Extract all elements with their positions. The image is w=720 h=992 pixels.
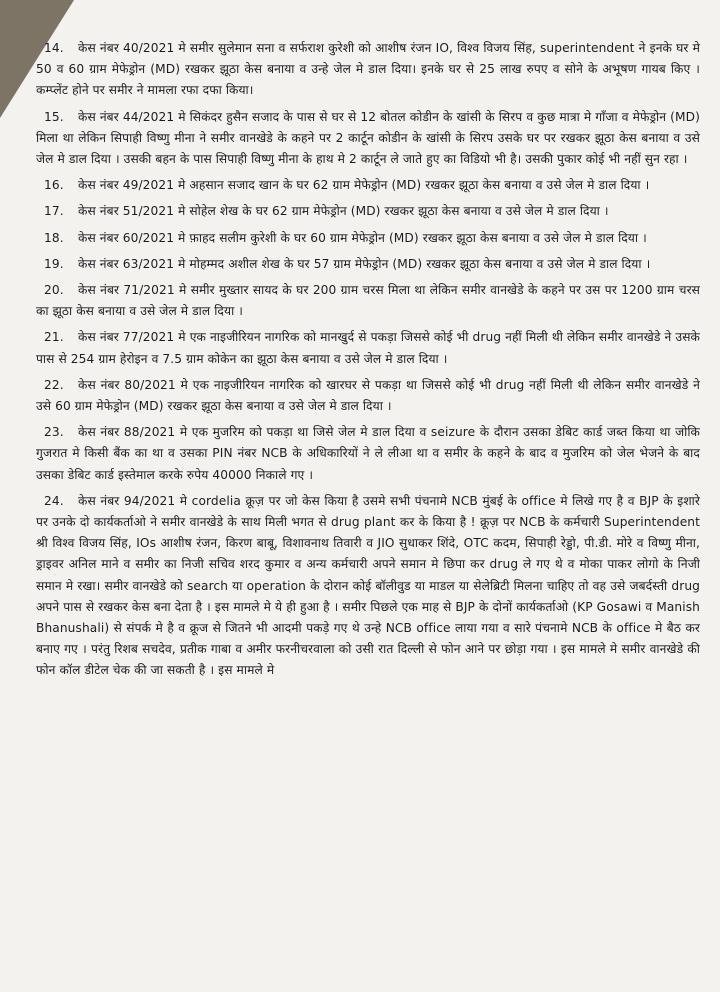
list-item	[36, 201, 700, 222]
item-text: केस नंबर 71/2021 मे समीर मुख्तार सायद के घर 200 ग्राम चरस मिला था लेकिन समीर वानखेडे के कहने पर उस पर 1200 ग्राम चरस का झूठा केस बनाया व उसे जेल मे डाल दिया ।	[36, 283, 700, 319]
item-number: 23.	[44, 425, 64, 440]
item-text: केस नंबर 44/2021 मे सिकंदर हुसैन सजाद के पास से घर से 12 बोतल कोडीन के खांसी के सिरप व कुछ मात्रा मे गाँजा व मेफेड्रोन (MD) मिला था लेकिन सिपाही विष्णु मीना ने समीर वानखेडे के कहने पर 2 कार्टून कोडीन के खांसी के सिरप उसके घर पर रखकर झूठा केस बनाया व उसे जेल मे डाल दिया । उसकी बहन के पास सिपाही विष्णु मीना के हाथ मे 2 कार्टून ले जाते हुए का विडियो भी है। उसकी पुकार कोई भी नहीं सुन रहा ।	[36, 109, 700, 167]
list-item	[36, 38, 700, 102]
item-number: 24.	[44, 493, 64, 508]
item-text: केस नंबर 49/2021 मे अहसान सजाद खान के घर 62 ग्राम मेफेड्रोन (MD) रखकर झूठा केस बनाया व उसे जेल मे डाल दिया ।	[78, 178, 650, 193]
item-number: 15.	[44, 109, 64, 124]
list-item	[36, 375, 700, 417]
item-number: 18.	[44, 230, 64, 245]
item-number: 19.	[44, 256, 64, 271]
document-body	[36, 38, 700, 687]
list-item	[36, 254, 700, 275]
item-text: केस नंबर 88/2021 मे एक मुजरिम को पकड़ा था जिसे जेल मे डाल दिया व seizure के दौरान उसका डेबिट कार्ड जब्त किया था जोकि गुजरात मे किसी बैंक का था व उसका PIN नंबर NCB के अधिकारियों ने ले लीआ था व समीर के कहने के बाद व मुजरिम को जेल भेजने के बाद उसका डेबिट कार्ड इस्तेमाल करके रुपेय 40000 निकाले गए ।	[36, 425, 700, 482]
item-number: 20.	[44, 283, 64, 298]
list-item	[36, 228, 700, 249]
item-text: केस नंबर 94/2021 मे cordelia क्रूज़ पर जो केस किया है उसमे सभी पंचनामे NCB मुंबई के office मे लिखे गए है व BJP के इशारे पर उनके दो कार्यकर्ताओ ने समीर वानखेडे के साथ मिली भगत से drug plant कर के किया है ! क्रूज़ पर NCB के कर्मचारी Superintendent श्री विश्व विजय सिंह, IOs आशीष रंजन, किरण बाबू, विशावनाथ तिवारी व JIO सुधाकर शिंदे, OTC कदम, सिपाही रेड्डो, पी.डी. मोरे व विष्णु मीना, ड्राइवर अनिल माने व समीर का निजी सचिव शरद कुमार व अन्य कर्मचारी अपने समान मे छिपा कर drug ले गए थे व मोका पाकर लोगो के निजी समान मे रखा। समीर वानखेडे को search या operation के दोरान कोई बॉलीवुड या माडल या सेलेब्रिटी मिलना चाहिए तो वह उसे जबर्दस्ती drug अपने पास से रखकर केस बना देता है । इस मामले मे ये ही हुआ है । समीर पिछले एक माह से BJP के दोनों कार्यकर्ताओ (KP Gosawi व Manish Bhanushali) से संपर्क मे है व क्रूज से जितने भी आदमी पकड़े गए थे उन्हे NCB office लाया गया व सारे पंचनामे NCB के office मे बैठ कर बनाए गए । परंतु रिशब सचदेव, प्रतीक गाबा व अमीर फरनीचरवाला को उसी रात दिल्ली से फोन आने पर छोड़ा गया । इस मामले मे समीर वानखेडे की फोन कॉल डीटेल चेक की जा सकती है । इस मामले मे	[36, 493, 700, 678]
list-item	[36, 107, 700, 171]
item-text: केस नंबर 60/2021 मे फ़ाहद सलीम कुरेशी के घर 60 ग्राम मेफेड्रोन (MD) रखकर झूठा केस बनाया व उसे जेल मे डाल दिया ।	[78, 230, 647, 245]
item-text: केस नंबर 63/2021 मे मोहम्मद अशील शेख के घर 57 ग्राम मेफेड्रोन (MD) रखकर झूठा केस बनाया व उसे जेल मे डाल दिया ।	[78, 256, 651, 271]
item-text: केस नंबर 40/2021 मे समीर सुलेमान सना व सर्फराश कुरेशी को आशीष रंजन IO, विश्व विजय सिंह, superintendent ने इनके घर मे 50 व 60 ग्राम मेफेड्रोन (MD) रखकर झूठा केस बनाया व उन्हे जेल मे डाल दिया। इनके घर से 25 लाख रुपए व सोने के अभूषण गायब किए । कम्प्लेंट होने पर समीर ने मामला रफा दफा किया।	[36, 41, 700, 98]
list-item	[36, 422, 700, 486]
item-number: 22.	[44, 377, 64, 392]
list-item	[36, 175, 700, 196]
list-item	[36, 327, 700, 369]
item-text: केस नंबर 77/2021 मे एक नाइजीरियन नागरिक को मानखुर्द से पकड़ा जिससे कोई भी drug नहीं मिली थी लेकिन समीर वानखेडे ने उसके पास से 254 ग्राम हेरोइन व 7.5 ग्राम कोकेन का झूठा केस बनाया व उसे जेल मे डाल दिया ।	[36, 330, 700, 366]
item-text: केस नंबर 51/2021 मे सोहेल शेख के घर 62 ग्राम मेफेड्रोन (MD) रखकर झूठा केस बनाया व उसे जेल मे डाल दिया ।	[78, 204, 609, 219]
item-number: 17.	[44, 204, 64, 219]
item-number: 21.	[44, 330, 64, 345]
item-number: 14.	[44, 41, 64, 55]
list-item	[36, 491, 700, 682]
item-text: केस नंबर 80/2021 मे एक नाइजीरियन नागरिक को खारघर से पकड़ा था जिससे कोई भी drug नहीं मिली थी लेकिन समीर वानखेडे ने उसे 60 ग्राम मेफेड्रोन (MD) रखकर झूठा केस बनाया व उसे जेल मे डाल दिया ।	[36, 377, 700, 414]
item-number: 16.	[44, 178, 64, 193]
list-item	[36, 280, 700, 322]
